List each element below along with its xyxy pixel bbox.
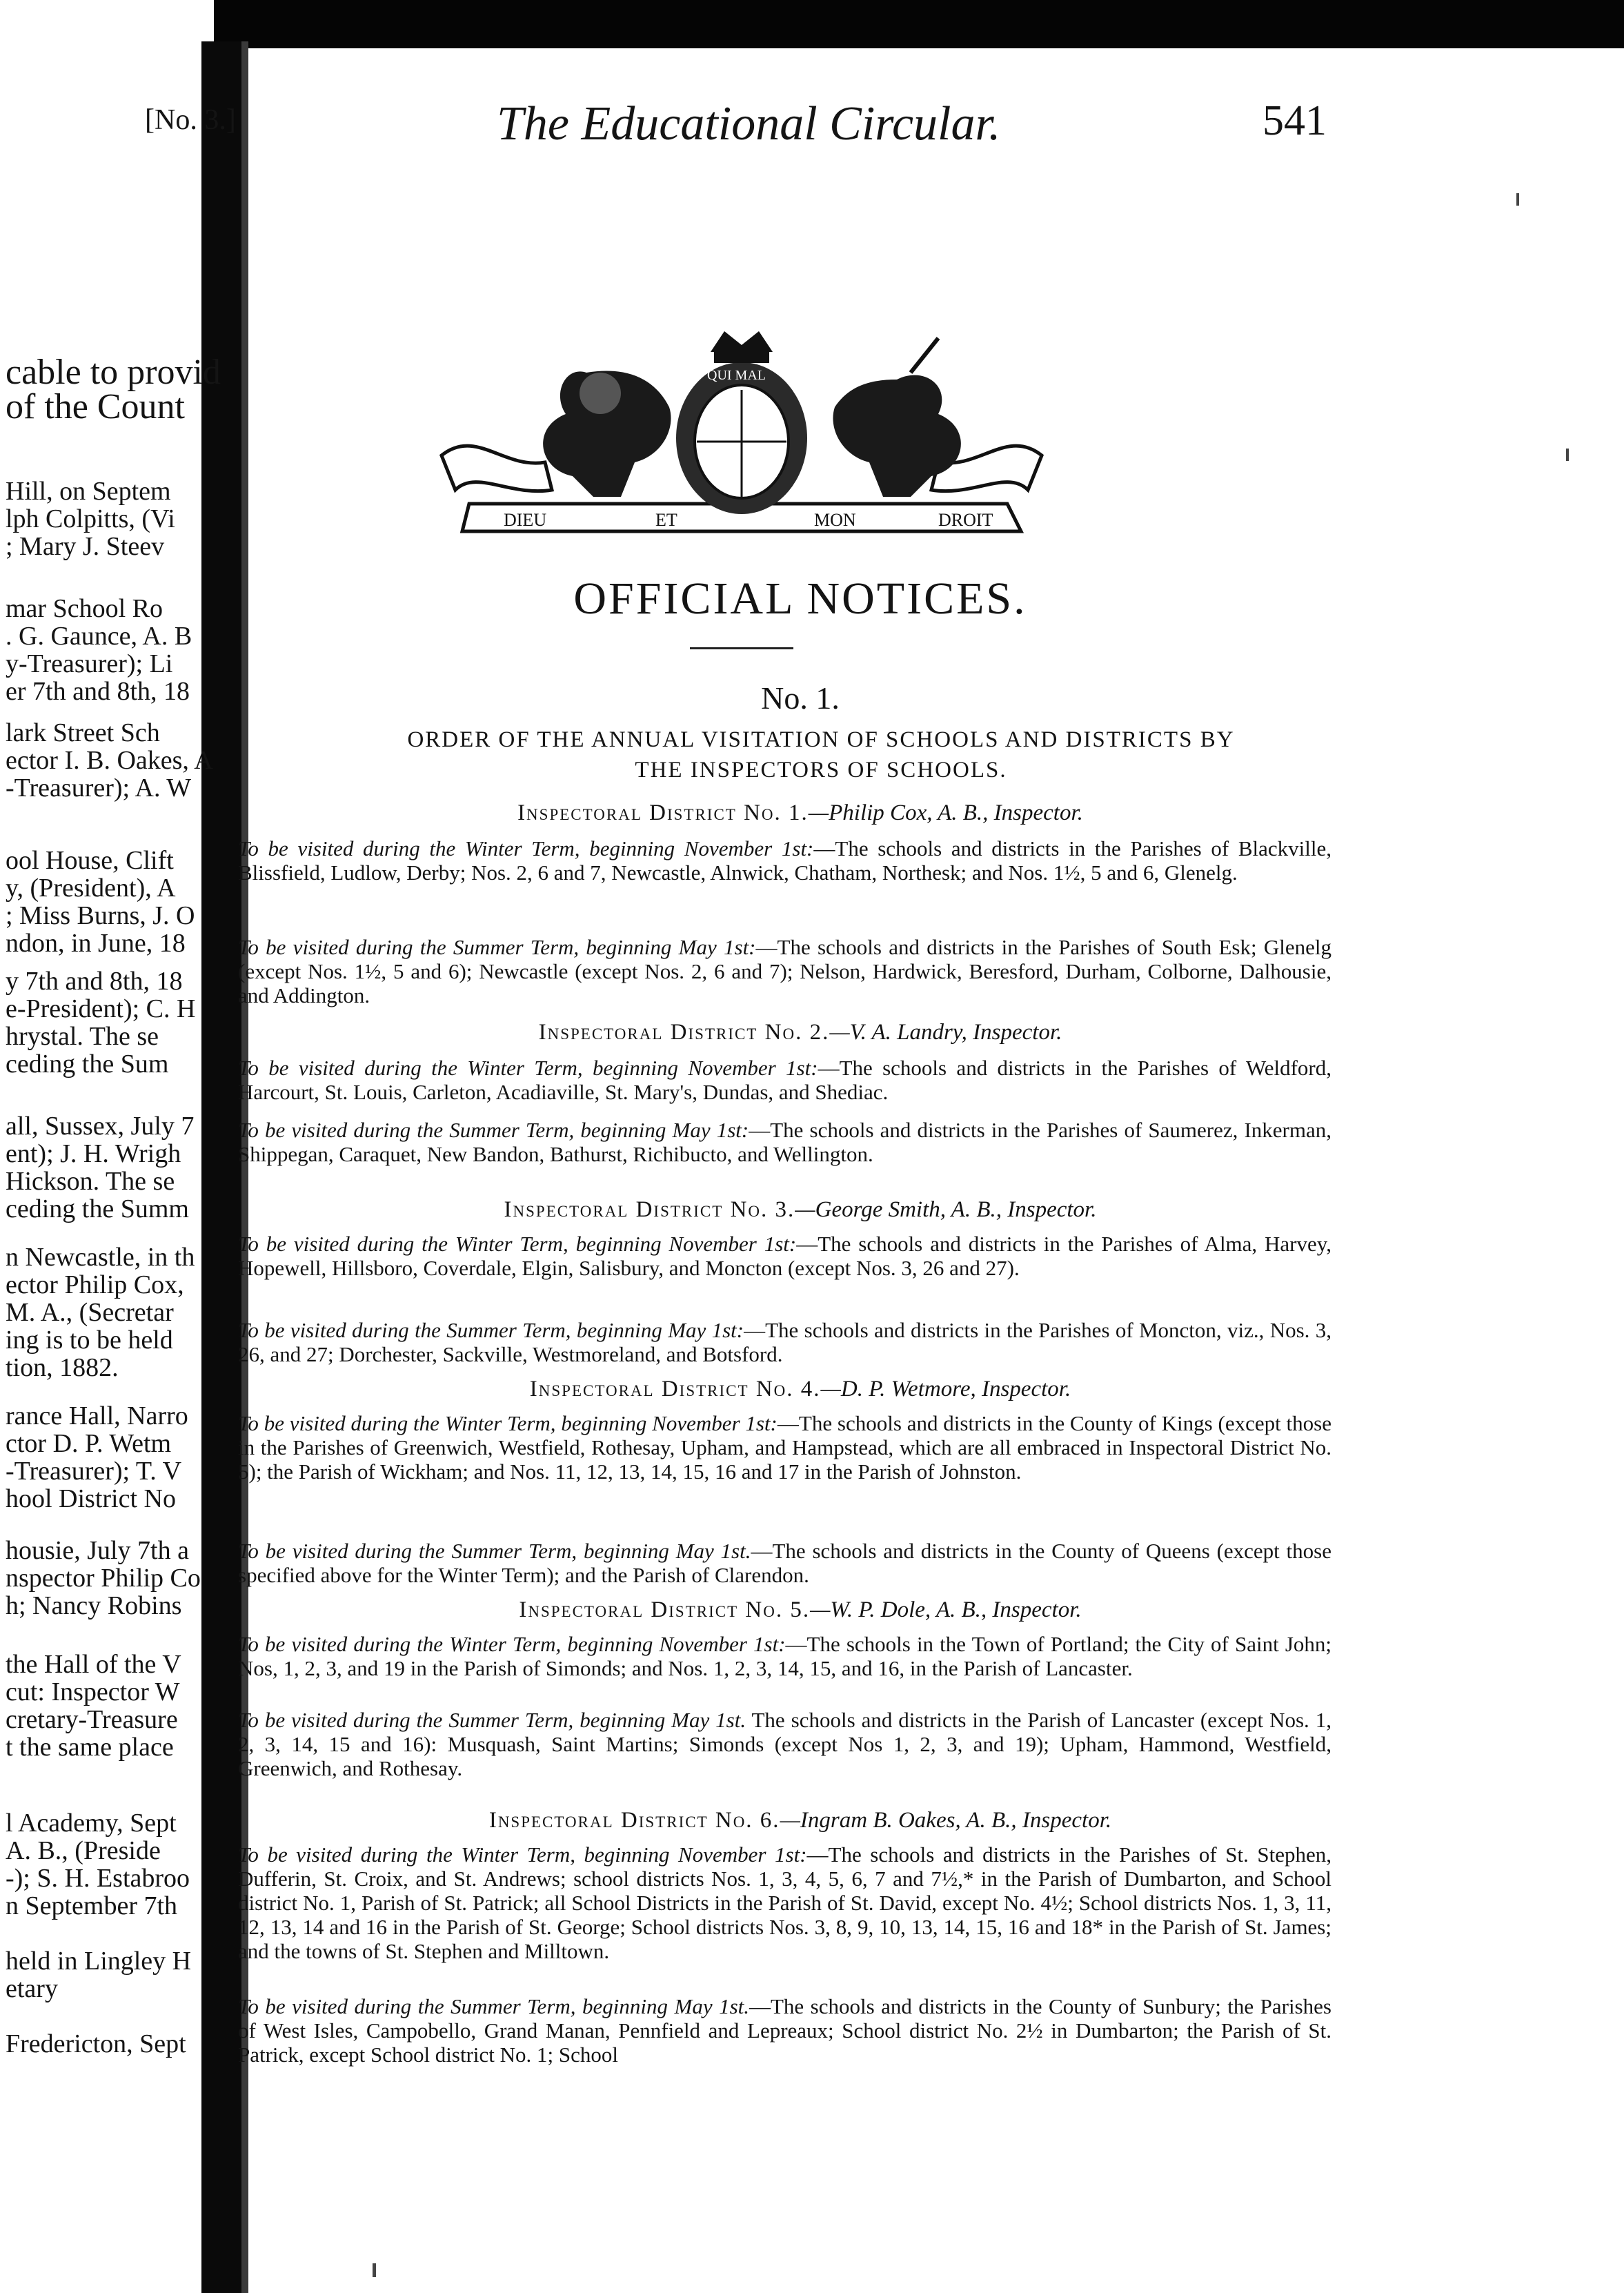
- journal-title: The Educational Circular.: [497, 97, 1001, 150]
- district-inspector: —D. P. Wetmore, Inspector.: [820, 1377, 1071, 1401]
- previous-page-line: Hickson. The se: [6, 1167, 175, 1196]
- scan-speck: [373, 2263, 376, 2277]
- district-heading: [262, 1377, 1338, 1402]
- district-heading: [262, 800, 1338, 826]
- previous-page-line: y 7th and 8th, 18: [6, 967, 183, 996]
- previous-page-column: [0, 0, 236, 2293]
- summer-term-text: —The schools and districts in the County of Queens (except those specified above for the Winter Term); and the Parish of Clarendon.: [238, 1539, 1331, 1587]
- previous-page-line: ent); J. H. Wrigh: [6, 1139, 181, 1168]
- previous-page-line: l Academy, Sept: [6, 1809, 177, 1838]
- previous-page-line: etary: [6, 1974, 58, 2003]
- svg-text:QUI MAL: QUI MAL: [707, 368, 766, 383]
- previous-page-line: A. B., (Preside: [6, 1836, 161, 1865]
- previous-page-line: all, Sussex, July 7: [6, 1112, 195, 1141]
- previous-page-line: nspector Philip Co: [6, 1564, 201, 1593]
- district-heading: [262, 1808, 1338, 1833]
- winter-term-paragraph: [238, 1632, 1331, 1680]
- svg-text:ET: ET: [655, 510, 677, 530]
- district-label: Inspectoral District No. 3.: [504, 1197, 795, 1222]
- previous-page-line: cretary-Treasure: [6, 1705, 178, 1734]
- district-heading: [262, 1197, 1338, 1223]
- previous-page-line: Fredericton, Sept: [6, 2029, 186, 2058]
- previous-page-line: ector I. B. Oakes, A: [6, 746, 213, 775]
- district-inspector: —W. P. Dole, A. B., Inspector.: [810, 1597, 1082, 1622]
- winter-term-paragraph: [238, 1411, 1331, 1484]
- summer-term-paragraph: [238, 1994, 1331, 2067]
- scan-speck: [1516, 193, 1519, 206]
- previous-page-line: hrystal. The se: [6, 1022, 159, 1051]
- district-label: Inspectoral District No. 5.: [519, 1597, 811, 1622]
- winter-term-paragraph: [238, 1232, 1331, 1280]
- winter-term-text: —The schools and districts in the County of Kings (except those in the Parishes of Greenwich, Westfield, Rothesay, Upham, and Hampstead, which are all embraced in Inspectoral District No. 5); the Parish of Wickham; and Nos. 11, 12, 13, 14, 15, 16 and 17 in the Parish of Johnston.: [238, 1411, 1331, 1484]
- winter-term-lead: To be visited during the Winter Term, beginning November 1st:: [238, 1411, 778, 1435]
- scan-speck: [1566, 449, 1569, 461]
- winter-term-lead: To be visited during the Winter Term, beginning November 1st:: [238, 836, 814, 860]
- previous-page-line: Hill, on Septem: [6, 477, 171, 506]
- district-label: Inspectoral District No. 6.: [488, 1808, 780, 1833]
- district-label: Inspectoral District No. 1.: [517, 800, 809, 825]
- previous-page-line: -Treasurer); A. W: [6, 774, 192, 803]
- winter-term-lead: To be visited during the Winter Term, beginning November 1st:: [238, 1632, 786, 1656]
- district-inspector: —V. A. Landry, Inspector.: [829, 1020, 1062, 1045]
- summer-term-lead: To be visited during the Summer Term, beginning May 1st:: [238, 1318, 744, 1342]
- page-number: 541: [1262, 97, 1327, 144]
- summer-term-lead: To be visited during the Summer Term, beginning May 1st.: [238, 1539, 751, 1563]
- notice-number: No. 1.: [761, 680, 840, 716]
- summer-term-paragraph: [238, 1708, 1331, 1780]
- winter-term-text: —The schools and districts in the Parishes of Weldford, Harcourt, St. Louis, Carleton, Acadiaville, St. Mary's, Dundas, and Shediac.: [238, 1056, 1331, 1104]
- summer-term-paragraph: [238, 1118, 1331, 1166]
- winter-term-text: —The schools and districts in the Parishes of St. Stephen, Dufferin, St. Croix, and St. Andrews; school districts Nos. 1, 3, 4, 5, 6, 7 and 7½,* in the Parish of Dumbarton, and School district No. 1, Parish of St. Patrick; all School Districts in the Parish of St. David, except No. 4½; School districts Nos. 1, 3, 11, 12, 13, 14 and 16 in the Parish of St. George; School districts Nos. 3, 8, 9, 10, 13, 14, 15, 16 and 18* in the Parish of St. James; and the towns of St. Stephen and Milltown.: [238, 1842, 1331, 1963]
- winter-term-paragraph: [238, 1842, 1331, 1963]
- winter-term-text: —The schools in the Town of Portland; the City of Saint John; Nos, 1, 2, 3, and 19 in the Parish of Simonds; and Nos. 1, 2, 3, 14, 15, and 16, in the Parish of Lancaster.: [238, 1632, 1331, 1680]
- winter-term-lead: To be visited during the Winter Term, beginning November 1st:: [238, 1232, 797, 1256]
- previous-page-line: ector Philip Cox,: [6, 1270, 184, 1299]
- summer-term-lead: To be visited during the Summer Term, beginning May 1st:: [238, 1118, 749, 1142]
- previous-page-line: lph Colpitts, (Vi: [6, 504, 175, 533]
- previous-page-line: cut: Inspector W: [6, 1677, 180, 1706]
- previous-page-header: [No. 3.]: [145, 104, 236, 136]
- svg-text:DIEU: DIEU: [504, 510, 547, 530]
- summer-term-lead: To be visited during the Summer Term, beginning May 1st.: [238, 1708, 746, 1732]
- previous-page-line: y-Treasurer); Li: [6, 649, 173, 678]
- summer-term-paragraph: [238, 1539, 1331, 1587]
- previous-page-line: h; Nancy Robins: [6, 1591, 182, 1620]
- previous-page-line: lark Street Sch: [6, 718, 160, 747]
- summer-term-lead: To be visited during the Summer Term, beginning May 1st:: [238, 935, 756, 959]
- winter-term-paragraph: [238, 836, 1331, 885]
- previous-page-line: er 7th and 8th, 18: [6, 677, 190, 706]
- winter-term-text: —The schools and districts in the Parishes of Alma, Harvey, Hopewell, Hillsboro, Coverdale, Elgin, Salisbury, and Moncton (except Nos. 3, 26 and 27).: [238, 1232, 1331, 1280]
- svg-text:DROIT: DROIT: [938, 510, 993, 530]
- previous-page-line: y, (President), A: [6, 874, 176, 903]
- previous-page-line: mar School Ro: [6, 594, 163, 623]
- summer-term-paragraph: [238, 935, 1331, 1007]
- summer-term-text: —The schools and districts in the Parishes of Moncton, viz., Nos. 3, 26, and 27; Dorchester, Sackville, Westmoreland, and Botsford.: [238, 1318, 1331, 1366]
- previous-page-line: of the Count: [6, 387, 185, 426]
- district-inspector: —Philip Cox, A. B., Inspector.: [808, 800, 1083, 825]
- district-inspector: —George Smith, A. B., Inspector.: [795, 1197, 1097, 1222]
- previous-page-line: -); S. H. Estabroo: [6, 1864, 190, 1893]
- district-label: Inspectoral District No. 4.: [529, 1377, 821, 1401]
- notice-title: ORDER OF THE ANNUAL VISITATION OF SCHOOLS AND DISTRICTS BY THE INSPECTORS OF SCHOOLS.: [407, 727, 1235, 783]
- previous-page-line: rance Hall, Narro: [6, 1401, 188, 1430]
- previous-page-line: ; Miss Burns, J. O: [6, 901, 195, 930]
- previous-page-line: the Hall of the V: [6, 1650, 181, 1679]
- previous-page-line: t the same place: [6, 1733, 174, 1762]
- svg-text:MON: MON: [814, 510, 856, 530]
- summer-term-text: —The schools and districts in the County of Sunbury; the Parishes of West Isles, Campobello, Grand Manan, Pennfield and Lepreaux; School district No. 2½ in Dumbarton; the Parish of St. Patrick, except School district No. 1; School: [238, 1994, 1331, 2067]
- previous-page-line: -Treasurer); T. V: [6, 1457, 182, 1486]
- previous-page-line: M. A., (Secretar: [6, 1298, 174, 1327]
- previous-page-line: cable to provid: [6, 353, 221, 392]
- previous-page-line: ceding the Summ: [6, 1194, 189, 1223]
- previous-page-line: ; Mary J. Steev: [6, 532, 165, 561]
- previous-page-line: hool District No: [6, 1484, 176, 1513]
- previous-page-line: ool House, Clift: [6, 846, 174, 875]
- summer-term-text: —The schools and districts in the Parishes of Saumerez, Inkerman, Shippegan, Caraquet, New Bandon, Bathurst, Richibucto, and Wellington.: [238, 1118, 1331, 1166]
- scan-top-edge: [214, 0, 1624, 48]
- previous-page-line: housie, July 7th a: [6, 1536, 189, 1565]
- summer-term-text: The schools and districts in the Parish of Lancaster (except Nos. 1, 2, 3, 14, 15 and 16): Musquash, Saint Martins; Simonds (except Nos 1, 2, 3, and 19); Upham, Hammond, Westfield, Greenwich, and Rothesay.: [238, 1708, 1331, 1780]
- heading-rule: [690, 647, 793, 649]
- royal-coat-of-arms-icon: [428, 324, 1056, 559]
- winter-term-paragraph: [238, 1056, 1331, 1104]
- summer-term-text: —The schools and districts in the Parishes of South Esk; Glenelg (except Nos. 1½, 5 and 6); Newcastle (except Nos. 2, 6 and 7); Nelson, Hardwick, Beresford, Durham, Colborne, Dalhousie, and Addington.: [238, 935, 1331, 1007]
- district-inspector: —Ingram B. Oakes, A. B., Inspector.: [780, 1808, 1112, 1833]
- previous-page-line: e-President); C. H: [6, 994, 196, 1023]
- previous-page-line: . G. Gaunce, A. B: [6, 622, 192, 651]
- winter-term-text: —The schools and districts in the Parishes of Blackville, Blissfield, Ludlow, Derby; Nos. 2, 6 and 7, Newcastle, Alnwick, Chatham, Northesk; and Nos. 1½, 5 and 6, Glenelg.: [238, 836, 1331, 885]
- previous-page-line: ing is to be held: [6, 1326, 173, 1355]
- summer-term-lead: To be visited during the Summer Term, beginning May 1st.: [238, 1994, 749, 2018]
- previous-page-line: ndon, in June, 18: [6, 929, 186, 958]
- district-heading: [262, 1597, 1338, 1623]
- summer-term-paragraph: [238, 1318, 1331, 1366]
- previous-page-line: ctor D. P. Wetm: [6, 1429, 172, 1458]
- district-label: Inspectoral District No. 2.: [538, 1020, 830, 1045]
- previous-page-line: held in Lingley H: [6, 1947, 192, 1976]
- previous-page-line: n Newcastle, in th: [6, 1243, 195, 1272]
- winter-term-lead: To be visited during the Winter Term, beginning November 1st:: [238, 1056, 818, 1080]
- previous-page-line: n September 7th: [6, 1891, 178, 1920]
- previous-page-line: ceding the Sum: [6, 1050, 169, 1079]
- winter-term-lead: To be visited during the Winter Term, beginning November 1st:: [238, 1842, 807, 1867]
- previous-page-line: tion, 1882.: [6, 1353, 119, 1382]
- section-heading: OFFICIAL NOTICES.: [573, 573, 1027, 624]
- district-heading: [262, 1020, 1338, 1045]
